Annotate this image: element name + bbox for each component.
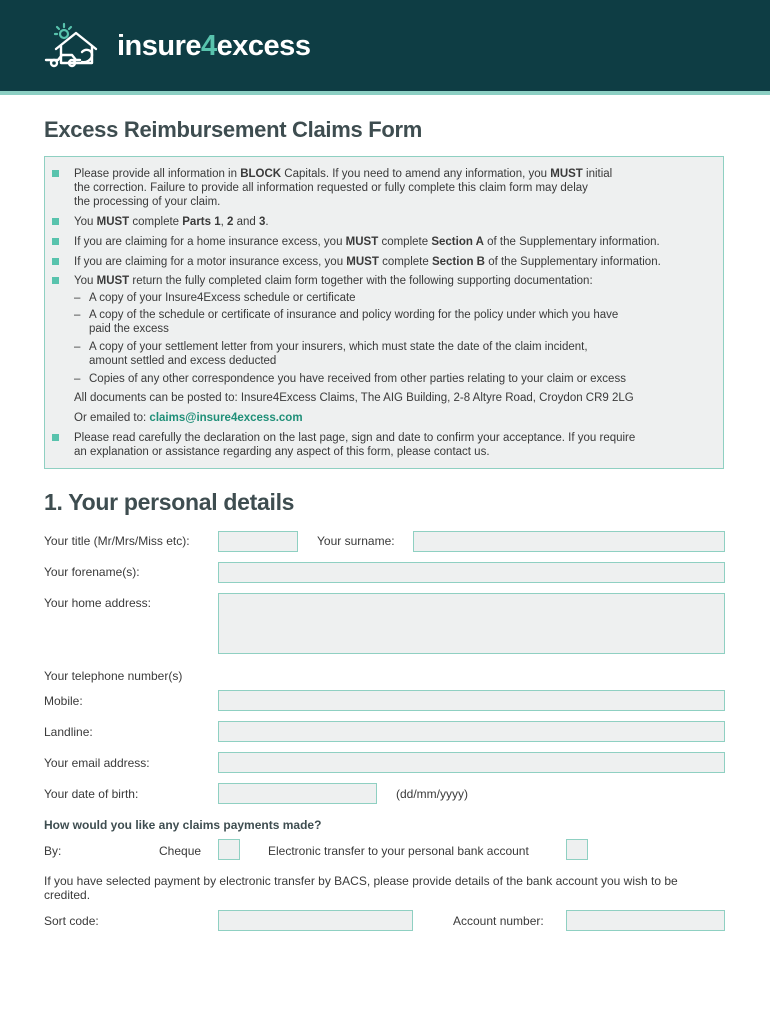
email-label: Your email address: [44, 756, 150, 770]
document-item: – A copy of your Insure4Excess schedule or certificate [74, 292, 356, 304]
bullet-icon [52, 258, 59, 265]
instruction-return-documents: You MUST return the fully completed claim form together with the following supporting documentation: [74, 274, 714, 288]
postal-address: All documents can be posted to: Insure4Excess Claims, The AIG Building, 2-8 Altyre Road, Croydon CR9 2LG [74, 392, 634, 404]
by-label: By: [44, 844, 62, 858]
mobile-field[interactable] [218, 690, 725, 711]
surname-field[interactable] [413, 531, 725, 552]
header-banner [0, 0, 770, 95]
dob-label: Your date of birth: [44, 787, 139, 801]
document-item: – A copy of the schedule or certificate of insurance and policy wording for the policy under which you have paid the excess [74, 309, 619, 335]
transfer-label: Electronic transfer to your personal bank account [268, 844, 529, 858]
email-field[interactable] [218, 752, 725, 773]
bullet-icon [52, 277, 59, 284]
dob-format-hint: (dd/mm/yyyy) [396, 787, 468, 801]
bacs-note: If you have selected payment by electronic transfer by BACS, please provide details of the bank account you wish to be credited. [44, 874, 678, 902]
house-car-logo-icon [42, 22, 114, 70]
account-number-field[interactable] [566, 910, 725, 931]
instruction-home-excess: If you are claiming for a home insurance excess, you MUST complete Section A of the Supplementary information. [74, 235, 714, 249]
claims-email-link[interactable]: claims@insure4excess.com [149, 412, 303, 424]
account-number-label: Account number: [453, 914, 544, 928]
section-title-personal-details: 1. Your personal details [44, 489, 295, 515]
instruction-complete-parts: You MUST complete Parts 1, 2 and 3. [74, 215, 714, 229]
cheque-label: Cheque [159, 844, 202, 858]
cheque-checkbox[interactable] [218, 839, 240, 860]
email-line: Or emailed to: claims@insure4excess.com [74, 412, 303, 424]
surname-label: Your surname: [317, 534, 395, 548]
forename-label: Your forename(s): [44, 565, 140, 579]
instruction-declaration: Please read carefully the declaration on the last page, sign and date to confirm your acceptance. If you require an explanation or assistance regarding any aspect of this form, please contact us. [74, 431, 714, 459]
document-item: – A copy of your settlement letter from your insurers, which must state the date of the claim incident, amount settled and excess deducted [74, 341, 588, 367]
sort-code-field[interactable] [218, 910, 413, 931]
landline-label: Landline: [44, 725, 93, 739]
sort-code-label: Sort code: [44, 914, 99, 928]
bullet-icon [52, 218, 59, 225]
title-label: Your title (Mr/Mrs/Miss etc): [44, 534, 190, 548]
landline-field[interactable] [218, 721, 725, 742]
instructions-box [44, 156, 724, 469]
transfer-checkbox[interactable] [566, 839, 588, 860]
forename-field[interactable] [218, 562, 725, 583]
bullet-icon [52, 238, 59, 245]
logo [42, 22, 310, 70]
document-item: – Copies of any other correspondence you have received from other parties relating to your claim or excess [74, 373, 626, 385]
instruction-block-capitals: Please provide all information in BLOCK Capitals. If you need to amend any information, you MUST initial the correction. Failure to provide all information requested or fully complete this claim form may delay the processing of your claim. [74, 167, 714, 209]
bullet-icon [52, 170, 59, 177]
address-field[interactable] [218, 593, 725, 654]
bullet-icon [52, 434, 59, 441]
brand-name: insure4excess [117, 29, 311, 62]
form-title: Excess Reimbursement Claims Form [44, 117, 422, 142]
mobile-label: Mobile: [44, 694, 83, 708]
dob-field[interactable] [218, 783, 377, 804]
telephone-label: Your telephone number(s) [44, 669, 183, 683]
instruction-motor-excess: If you are claiming for a motor insurance excess, you MUST complete Section B of the Supplementary information. [74, 255, 714, 269]
title-field[interactable] [218, 531, 298, 552]
address-label: Your home address: [44, 596, 151, 610]
payment-question: How would you like any claims payments made? [44, 818, 322, 832]
